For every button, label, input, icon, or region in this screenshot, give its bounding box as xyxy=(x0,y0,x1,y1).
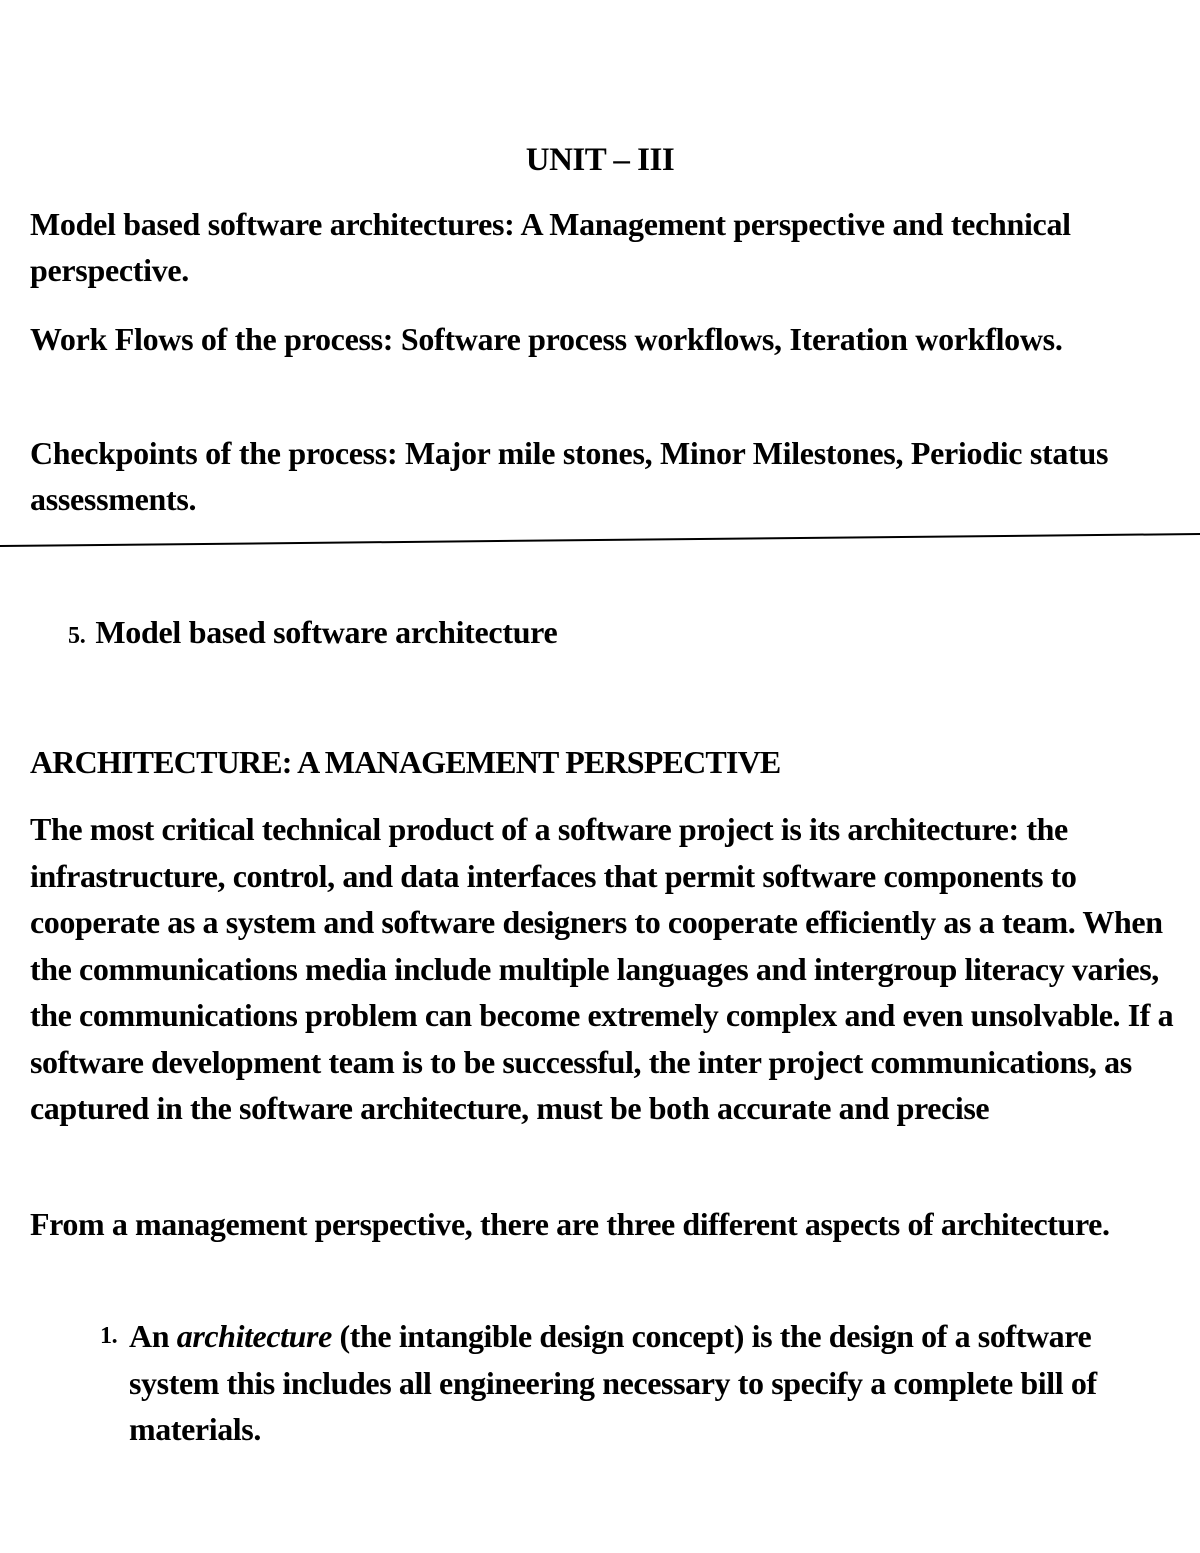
body-paragraph: The most critical technical product of a software project is its architecture: the infrastructure, control, and data interfaces that permit software components to cooperate as a system and software designers to cooperate efficiently as a team. When the communications media include multiple languages and intergroup literacy varies, the communications problem can become extremely complex and even unsolvable. If a software development team is to be successful, the inter project communications, as captured in the software architecture, must be both accurate and precise xyxy=(30,811,1174,1126)
section-heading xyxy=(68,610,557,658)
section-title: Model based software architecture xyxy=(95,614,558,650)
section-number: 5. xyxy=(68,623,86,649)
list-item-text xyxy=(129,1313,1160,1453)
list-item-emphasis: architecture xyxy=(176,1318,332,1354)
syllabus-line: Model based software architectures: A Management perspective and technical perspective. xyxy=(30,206,1071,288)
list-item-marker: 1. xyxy=(100,1323,118,1349)
syllabus-line: Checkpoints of the process: Major mile stones, Minor Milestones, Periodic status assessments. xyxy=(30,435,1109,517)
body-paragraph: From a management perspective, there are three different aspects of architecture. xyxy=(30,1206,1110,1242)
list-item-lead: An xyxy=(129,1318,177,1354)
subsection-heading: ARCHITECTURE: A MANAGEMENT PERSPECTIVE xyxy=(30,744,781,780)
list-item-rest: (the intangible design concept) is the design of a software system this includes all engineering necessary to specify a complete bill of materials. xyxy=(129,1318,1097,1447)
list-item xyxy=(100,1313,1160,1453)
unit-title: UNIT – III xyxy=(525,142,675,178)
syllabus-line: Work Flows of the process: Software process workflows, Iteration workflows. xyxy=(30,321,1063,357)
horizontal-divider xyxy=(0,532,1200,548)
